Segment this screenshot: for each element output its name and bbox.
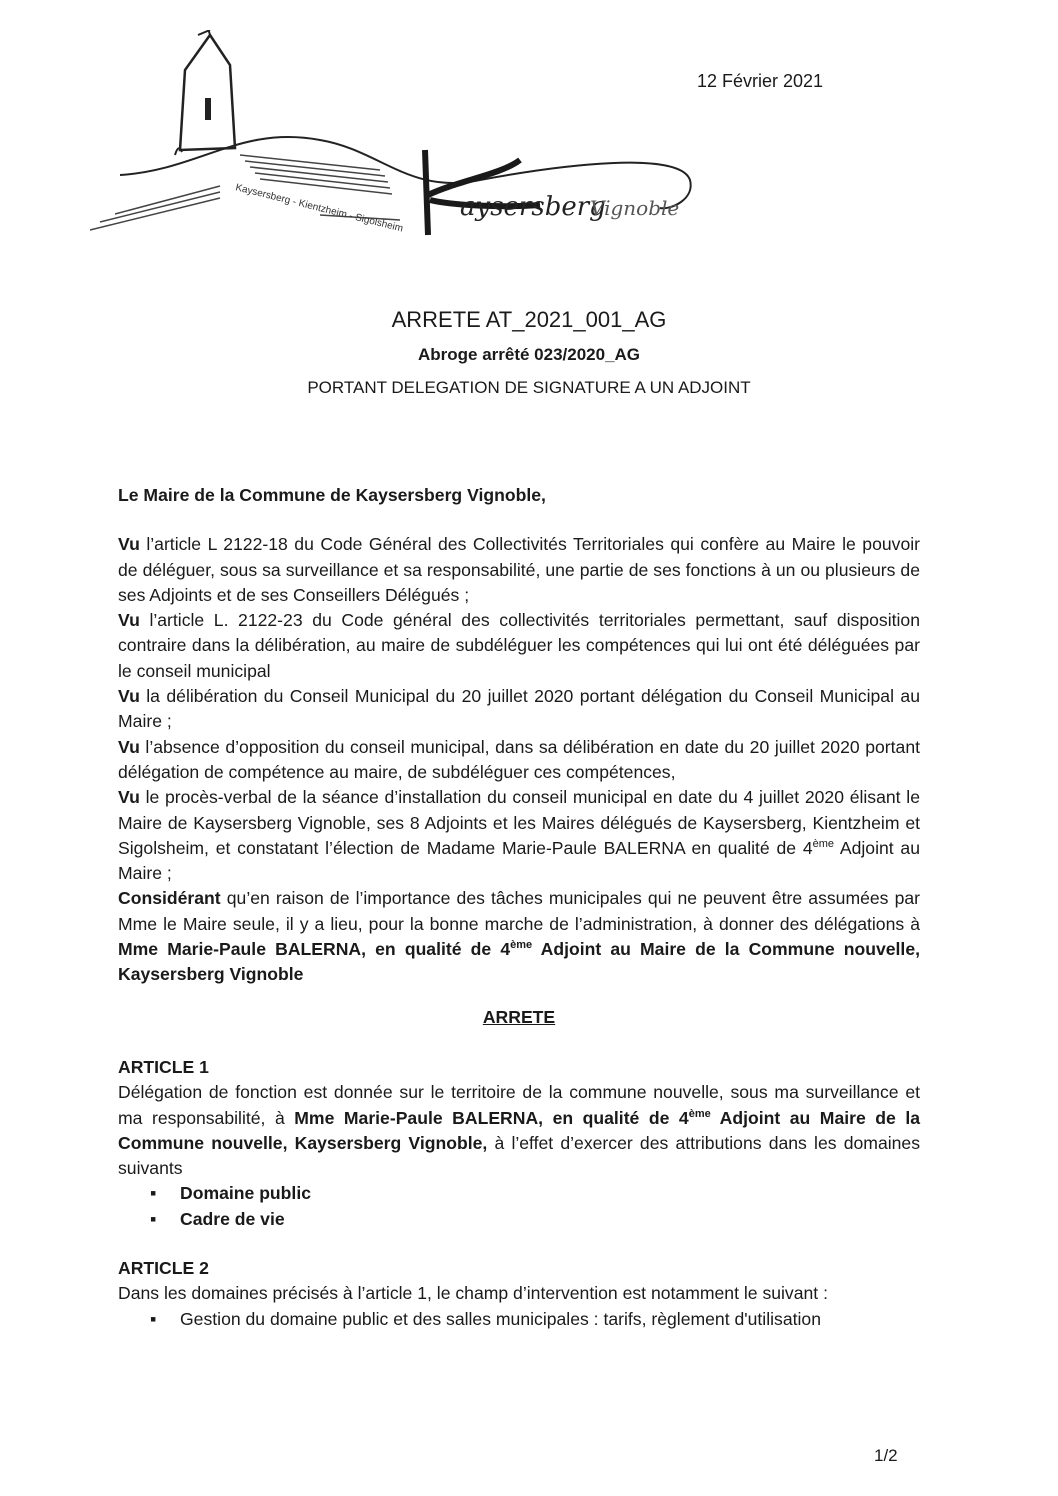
vu-text: le procès-verbal de la séance d’installation du conseil municipal en date du 4 juillet 2020 élisant le Maire de Kaysersberg Vignoble, ses 8 Adjoints et les Maires délégués de Kaysersberg, Kientzheim et Sigolsheim, et constatant l’élection de Madame Marie-Paule BALERNA en qualité de 4 bbox=[118, 787, 920, 858]
ordinal-superscript: ème bbox=[812, 837, 835, 850]
intro-line: Le Maire de la Commune de Kaysersberg Vignoble, bbox=[118, 485, 546, 505]
considerant-paragraph bbox=[118, 886, 920, 987]
delegate-name: Mme Marie-Paule BALERNA, en qualité de 4 bbox=[118, 939, 511, 960]
arrete-title: ARRETE AT_2021_001_AG bbox=[391, 307, 667, 332]
vu-label: Vu bbox=[118, 686, 140, 707]
article-2-text: Dans les domaines précisés à l’article 1, le champ d’intervention est notamment le suivant : bbox=[118, 1283, 828, 1304]
article-1-text bbox=[118, 1080, 920, 1181]
vu-paragraph-5 bbox=[118, 785, 920, 886]
considerant-text: qu’en raison de l’importance des tâches municipales qui ne peuvent être assumées par Mme le Maire seule, il y a lieu, pour la bonne marche de l’administration, à donner des délégations à bbox=[118, 888, 920, 934]
list-item: ▪ Cadre de vie bbox=[150, 1207, 920, 1232]
vu-text: l’article L 2122-18 du Code Général des Collectivités Territoriales qui confère au Maire le pouvoir de déléguer, sous sa surveillance et sa responsabilité, une partie de ses fonctions à un ou plusieurs de ses Adjoints et de ses Conseillers Délégués ; bbox=[118, 534, 920, 605]
article-1-delegate-name: Mme Marie-Paule BALERNA, en qualité de 4 bbox=[294, 1107, 689, 1128]
arrete-heading-text: ARRETE bbox=[482, 1006, 556, 1027]
svg-text:aysersberg: aysersberg bbox=[460, 192, 606, 222]
vu-text: la délibération du Conseil Municipal du 20 juillet 2020 portant délégation du Conseil Municipal au Maire ; bbox=[118, 686, 920, 732]
vu-text: l’absence d’opposition du conseil municipal, dans sa délibération en date du 20 juillet 2020 portant délégation de compétence au maire, de subdéléguer ces compétences, bbox=[118, 736, 920, 782]
arrete-object: PORTANT DELEGATION DE SIGNATURE A UN ADJOINT bbox=[307, 378, 751, 397]
considerant-label: Considérant bbox=[118, 888, 221, 909]
vu-label: Vu bbox=[118, 787, 140, 808]
article-1-heading: ARTICLE 1 bbox=[118, 1056, 209, 1077]
list-item: ▪ Domaine public bbox=[150, 1181, 920, 1206]
vu-text: l’article L. 2122-23 du Code général des collectivités territoriales permettant, sauf disposition contraire dans la délibération, au maire de subdéléguer les compétences qui lui ont été déléguées par le conseil municipal bbox=[118, 610, 920, 681]
arrete-subtitle: Abroge arrêté 023/2020_AG bbox=[417, 345, 641, 364]
delegate-role: Adjoint au Maire de la Commune nouvelle, Kaysersberg Vignoble bbox=[118, 939, 920, 985]
arrete-heading bbox=[118, 1005, 920, 1030]
vu-paragraph-2 bbox=[118, 608, 920, 684]
vu-paragraph-1 bbox=[118, 532, 920, 608]
kaysersberg-vignoble-logo bbox=[80, 30, 700, 245]
document-date: 12 Février 2021 bbox=[697, 71, 824, 91]
vu-label: Vu bbox=[118, 610, 140, 631]
list-item: ▪ Gestion du domaine public et des salles municipales : tarifs, règlement d'utilisation bbox=[150, 1307, 920, 1332]
vu-paragraph-4 bbox=[118, 735, 920, 786]
page-number: 1/2 bbox=[874, 1446, 898, 1465]
article-1-delegate-role: Adjoint au Maire de la Commune nouvelle, Kaysersberg Vignoble, bbox=[118, 1107, 921, 1153]
article-2-heading: ARTICLE 2 bbox=[118, 1258, 209, 1279]
ordinal-superscript: ème bbox=[688, 1107, 711, 1120]
svg-text:Kaysersberg - Kientzheim - Sig: Kaysersberg - Kientzheim - Sigolsheim bbox=[234, 182, 405, 235]
vu-text-end: Adjoint au Maire ; bbox=[118, 837, 920, 884]
title-block bbox=[0, 307, 1058, 398]
vu-label: Vu bbox=[118, 534, 140, 555]
article-2-list bbox=[118, 1307, 920, 1332]
article-1-domain-list bbox=[118, 1181, 920, 1232]
ordinal-superscript: ème bbox=[510, 939, 533, 952]
svg-text:Vignoble: Vignoble bbox=[590, 196, 680, 220]
vu-paragraph-3 bbox=[118, 684, 920, 735]
article-1-text-end: à l’effet d’exercer des attributions dans les domaines suivants bbox=[118, 1132, 920, 1179]
article-1-text-start: Délégation de fonction est donnée sur le territoire de la commune nouvelle, sous ma surveillance et ma responsabilité, à bbox=[118, 1082, 920, 1128]
vu-label: Vu bbox=[118, 736, 140, 757]
document-body bbox=[118, 483, 920, 1332]
